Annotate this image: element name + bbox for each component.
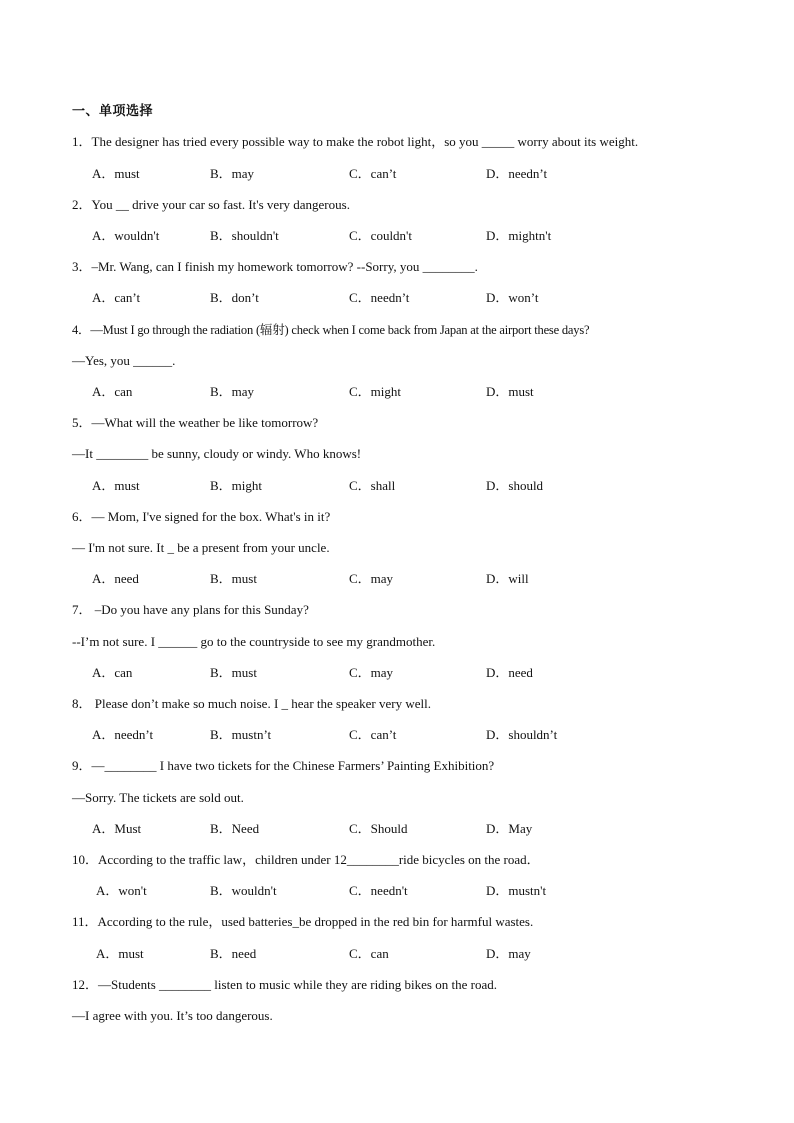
question-1-option-c[interactable]: C．can’t <box>349 166 397 181</box>
question-5-option-a[interactable]: A．must <box>92 478 140 493</box>
question-2-option-d[interactable]: D．mightn't <box>486 228 552 243</box>
question-3-stem: 3．–Mr. Wang, can I finish my homework tomorrow? --Sorry, you ________. <box>72 259 478 274</box>
question-9-option-b[interactable]: B．Need <box>210 821 260 836</box>
section-title: 一、单项选择 <box>72 104 154 119</box>
question-10-option-c[interactable]: C．needn't <box>349 883 408 898</box>
question-7-option-d[interactable]: D．need <box>486 665 533 680</box>
question-6-option-d[interactable]: D．will <box>486 571 529 586</box>
question-10-option-a[interactable]: A．won't <box>96 883 147 898</box>
question-12-stem-line-2: —I agree with you. It’s too dangerous. <box>72 1008 273 1023</box>
question-11-option-d[interactable]: D．may <box>486 946 531 961</box>
question-3-option-a[interactable]: A．can’t <box>92 290 141 305</box>
question-8-option-b[interactable]: B．mustn’t <box>210 727 272 742</box>
question-10-option-d[interactable]: D．mustn't <box>486 883 547 898</box>
question-1-stem: 1．The designer has tried every possible way to make the robot light，so you _____ worry about its weight. <box>72 134 639 149</box>
question-1-option-d[interactable]: D．needn’t <box>486 166 548 181</box>
question-3-option-b[interactable]: B．don’t <box>210 290 259 305</box>
question-6-option-a[interactable]: A．need <box>92 571 139 586</box>
question-7-stem: 7． –Do you have any plans for this Sunday? <box>72 602 309 617</box>
question-2-stem: 2．You __ drive your car so fast. It's very dangerous. <box>72 197 350 212</box>
question-5-option-d[interactable]: D．should <box>486 478 544 493</box>
question-9-option-a[interactable]: A．Must <box>92 821 142 836</box>
question-9-stem: 9．—________ I have two tickets for the Chinese Farmers’ Painting Exhibition? <box>72 758 495 773</box>
question-3-option-d[interactable]: D．won’t <box>486 290 539 305</box>
question-2-option-b[interactable]: B．shouldn't <box>210 228 279 243</box>
question-7-option-b[interactable]: B．must <box>210 665 257 680</box>
question-1-option-b[interactable]: B．may <box>210 166 255 181</box>
question-9-option-c[interactable]: C．Should <box>349 821 408 836</box>
question-6-stem-line-2: — I'm not sure. It _ be a present from your uncle. <box>72 540 330 555</box>
question-9-option-d[interactable]: D．May <box>486 821 533 836</box>
question-3-option-c[interactable]: C．needn’t <box>349 290 410 305</box>
question-4-option-d[interactable]: D．must <box>486 384 534 399</box>
question-4-stem: 4．—Must I go through the radiation (辐射) check when I come back from Japan at the airport these days? <box>72 323 590 337</box>
question-10-stem: 10．According to the traffic law，children under 12________ride bicycles on the road． <box>72 852 540 867</box>
question-6-option-b[interactable]: B．must <box>210 571 257 586</box>
question-11-stem: 11．According to the rule，used batteries_be dropped in the red bin for harmful wastes. <box>72 914 534 929</box>
question-6-stem: 6．— Mom, I've signed for the box. What's in it? <box>72 509 331 524</box>
question-5-stem: 5．—What will the weather be like tomorrow? <box>72 415 319 430</box>
question-5-option-b[interactable]: B．might <box>210 478 263 493</box>
question-8-option-a[interactable]: A．needn’t <box>92 727 154 742</box>
question-2-option-c[interactable]: C．couldn't <box>349 228 413 243</box>
question-11-option-c[interactable]: C．can <box>349 946 389 961</box>
question-4-option-a[interactable]: A．can <box>92 384 133 399</box>
question-8-option-d[interactable]: D．shouldn’t <box>486 727 558 742</box>
question-7-option-a[interactable]: A．can <box>92 665 133 680</box>
question-1-option-a[interactable]: A．must <box>92 166 140 181</box>
question-9-stem-line-2: —Sorry. The tickets are sold out. <box>72 790 244 805</box>
question-5-option-c[interactable]: C．shall <box>349 478 396 493</box>
question-11-option-b[interactable]: B．need <box>210 946 257 961</box>
question-2-option-a[interactable]: A．wouldn't <box>92 228 160 243</box>
question-10-option-b[interactable]: B．wouldn't <box>210 883 277 898</box>
question-7-option-c[interactable]: C．may <box>349 665 394 680</box>
question-4-stem-line-2: —Yes, you ______. <box>72 353 176 368</box>
question-8-stem: 8． Please don’t make so much noise. I _ hear the speaker very well. <box>72 696 431 711</box>
question-4-option-b[interactable]: B．may <box>210 384 255 399</box>
question-5-stem-line-2: —It ________ be sunny, cloudy or windy. Who knows! <box>72 446 362 461</box>
question-7-stem-line-2: --I’m not sure. I ______ go to the countryside to see my grandmother. <box>72 634 436 649</box>
question-11-option-a[interactable]: A．must <box>96 946 144 961</box>
question-4-option-c[interactable]: C．might <box>349 384 402 399</box>
question-12-stem: 12．—Students ________ listen to music while they are riding bikes on the road. <box>72 977 497 992</box>
question-8-option-c[interactable]: C．can’t <box>349 727 397 742</box>
question-6-option-c[interactable]: C．may <box>349 571 394 586</box>
